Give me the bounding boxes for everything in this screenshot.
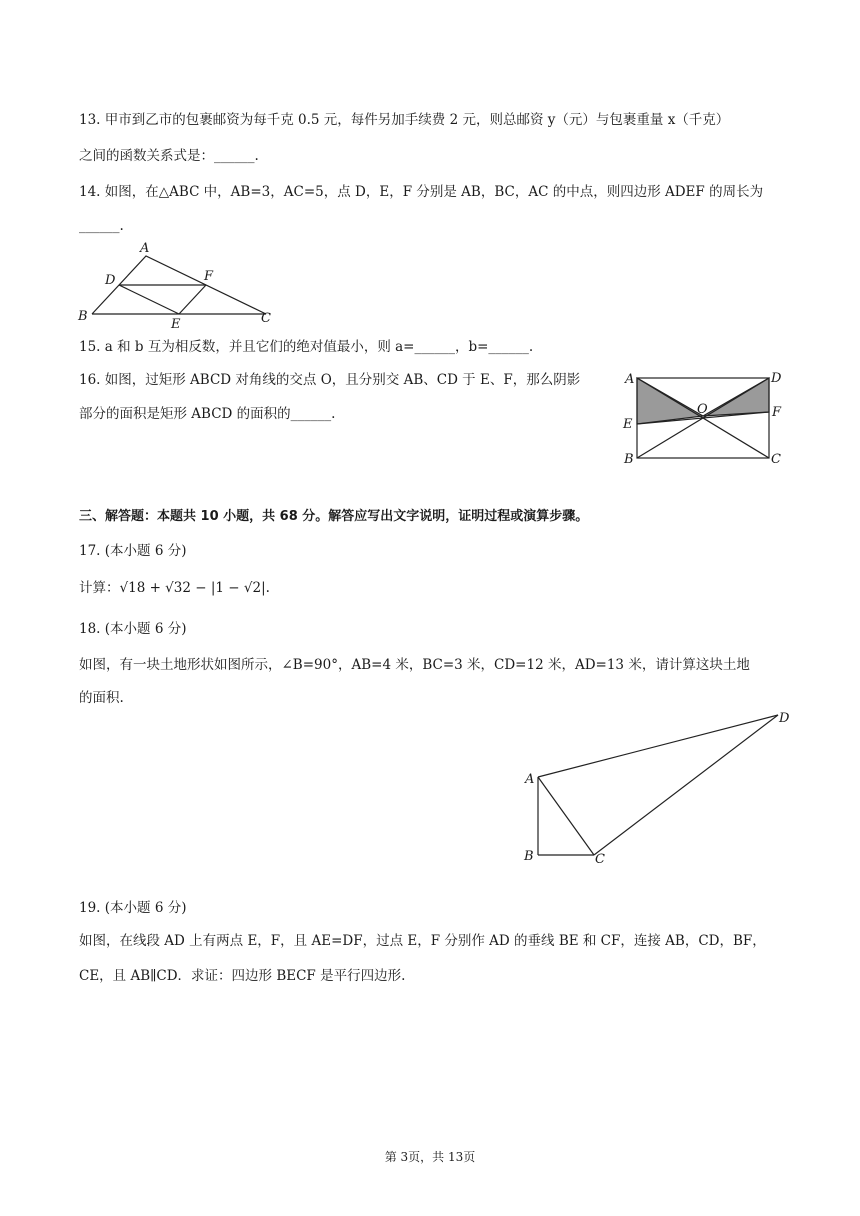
- q14-triangle-figure: [78, 238, 288, 333]
- page-footer: 第 3页，共 13页: [384, 1150, 476, 1164]
- label-d: D: [105, 273, 116, 288]
- q18-header: 18. (本小题 6 分): [79, 621, 187, 637]
- q18-line2: 的面积.: [79, 690, 124, 706]
- q17-prefix: 计算：: [79, 580, 120, 596]
- segment-ad: [538, 715, 778, 777]
- label-o: O: [697, 402, 708, 417]
- section3-heading: 三、解答题：本题共 10 小题，共 68 分。解答应写出文字说明，证明过程或演算步骤。: [79, 509, 589, 524]
- label-e: E: [623, 417, 633, 432]
- q13-line1: 13. 甲市到乙市的包裹邮资为每千克 0.5 元，每件另加手续费 2 元，则总邮资 y（元）与包裹重量 x（千克）: [79, 112, 730, 128]
- label-f: F: [204, 269, 214, 284]
- q19-line1: 如图，在线段 AD 上有两点 E，F，且 AE=DF，过点 E，F 分别作 AD 的垂线 BE 和 CF，连接 AB，CD，BF，: [79, 933, 766, 949]
- q18-quadrilateral-figure: [520, 705, 800, 870]
- label-b: B: [524, 849, 534, 864]
- label-b: B: [78, 309, 88, 324]
- q14-line2: ______.: [79, 218, 124, 234]
- label-d: D: [779, 711, 790, 726]
- q16-line2: 部分的面积是矩形 ABCD 的面积的______.: [79, 406, 336, 422]
- label-a: A: [525, 772, 535, 787]
- label-c: C: [595, 852, 605, 867]
- label-f: F: [772, 405, 782, 420]
- label-c: C: [261, 311, 271, 326]
- q17-header: 17. (本小题 6 分): [79, 543, 187, 559]
- q16-line1: 16. 如图，过矩形 ABCD 对角线的交点 O，且分别交 AB、CD 于 E、F，那么阴影: [79, 372, 581, 388]
- label-b: B: [624, 452, 634, 467]
- label-e: E: [171, 317, 181, 332]
- q17-calc-line: [79, 578, 270, 598]
- label-d: D: [771, 371, 782, 386]
- segment-de: [119, 285, 179, 314]
- q19-header: 19. (本小题 6 分): [79, 900, 187, 916]
- q15-text: 15. a 和 b 互为相反数，并且它们的绝对值最小，则 a=______，b=______.: [79, 339, 534, 355]
- q17-expression: √18 + √32 − |1 − √2|.: [119, 580, 270, 596]
- segment-cd: [594, 715, 778, 855]
- label-a: A: [140, 241, 150, 256]
- segment-fe: [179, 285, 206, 314]
- q13-line2: 之间的函数关系式是：______.: [79, 148, 259, 164]
- segment-ac: [538, 777, 594, 855]
- label-c: C: [771, 452, 781, 467]
- label-a: A: [625, 372, 635, 387]
- shaded-triangle-left: [637, 378, 703, 424]
- q19-line2: CE，且 AB∥CD．求证：四边形 BECF 是平行四边形.: [79, 968, 406, 984]
- q18-line1: 如图，有一块土地形状如图所示，∠B=90°，AB=4 米，BC=3 米，CD=12 米，AD=13 米，请计算这块土地: [79, 657, 750, 673]
- q14-line1: 14. 如图，在△ABC 中，AB=3，AC=5，点 D，E，F 分别是 AB，BC，AC 的中点，则四边形 ADEF 的周长为: [79, 184, 764, 200]
- q16-rectangle-figure: [620, 368, 790, 468]
